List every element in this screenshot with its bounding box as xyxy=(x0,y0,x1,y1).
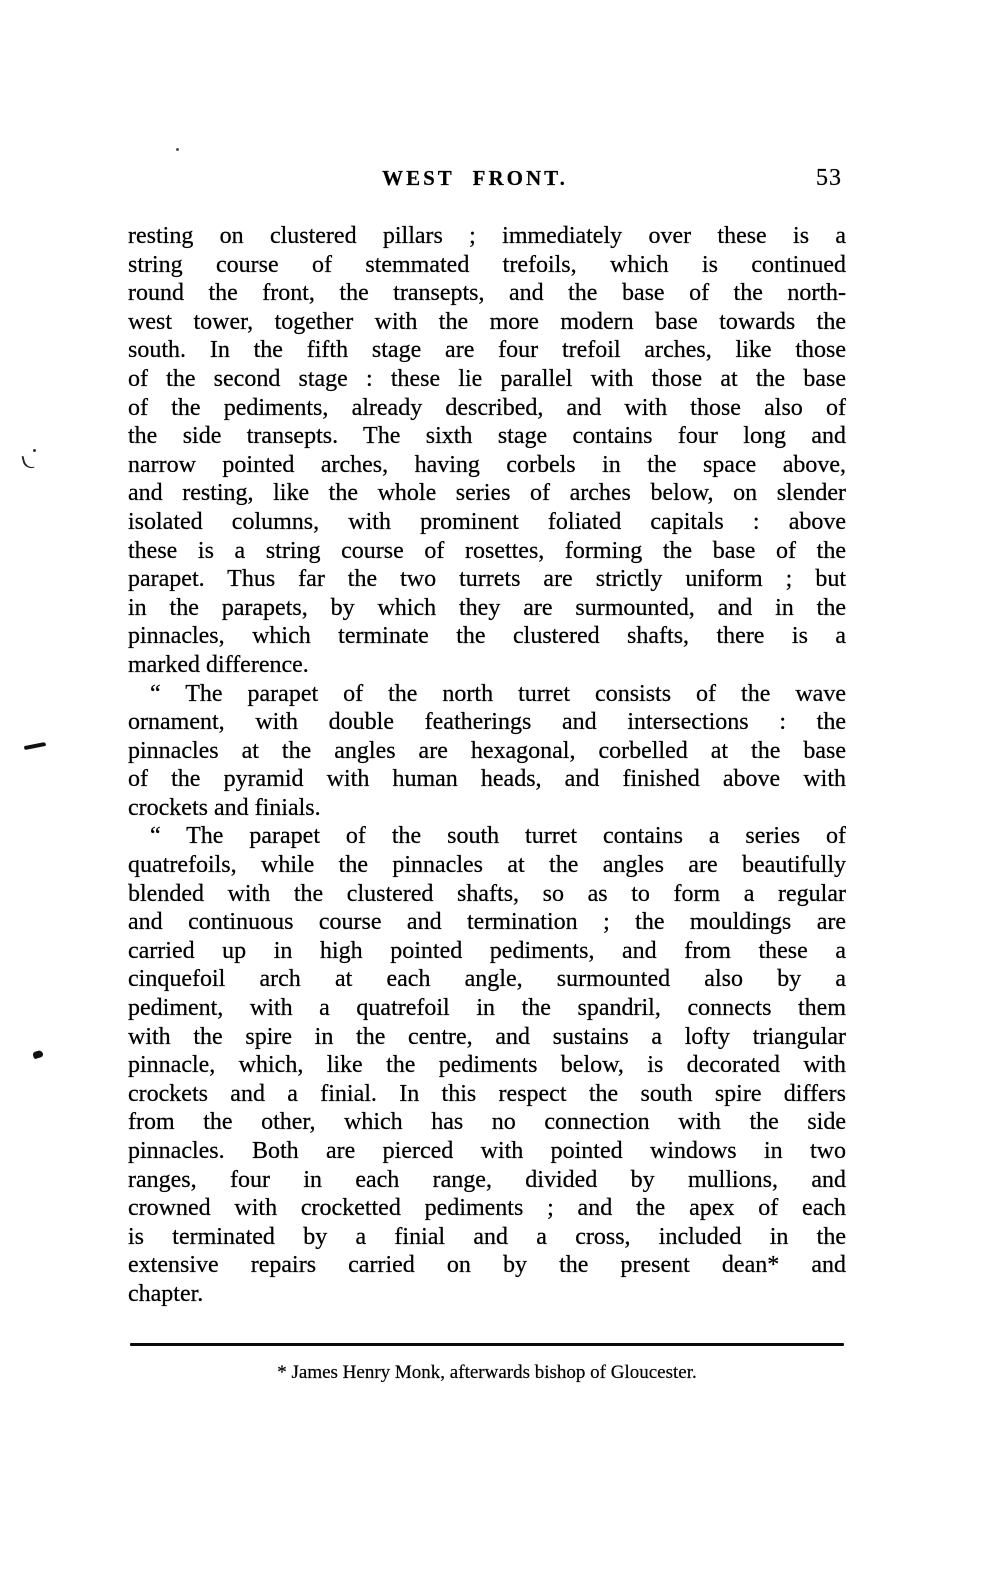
text-line: string course of stemmated trefoils, which is continued xyxy=(128,251,846,278)
text-line: these is a string course of rosettes, forming the base of the xyxy=(128,537,846,564)
text-line: round the front, the transepts, and the base of the north- xyxy=(128,280,846,307)
running-title: WEST FRONT. xyxy=(382,166,568,190)
text-line: in the parapets, by which they are surmounted, and in the xyxy=(128,594,846,621)
text-line: with the spire in the centre, and sustains a lofty triangular xyxy=(128,1023,846,1050)
text-line: from the other, which has no connection with the side xyxy=(128,1109,846,1136)
text-line: and continuous course and termination ; the mouldings are xyxy=(128,909,846,936)
text-line: “ The parapet of the north turret consists of the wave xyxy=(150,680,846,707)
text-line: quatrefoils, while the pinnacles at the angles are beautifully xyxy=(128,852,846,879)
text-line: pinnacles, which terminate the clustered shafts, there is a xyxy=(128,623,846,650)
ink-mark xyxy=(21,454,34,470)
text-line: pinnacles at the angles are hexagonal, corbelled at the base xyxy=(128,737,846,764)
running-head xyxy=(128,163,846,193)
text-line: crockets and a finial. In this respect the south spire differs xyxy=(128,1080,846,1107)
ink-mark xyxy=(24,742,46,750)
text-line: parapet. Thus far the two turrets are strictly uniform ; but xyxy=(128,566,846,593)
text-line: extensive repairs carried on by the present dean* and xyxy=(128,1252,846,1279)
text-line: resting on clustered pillars ; immediately over these is a xyxy=(128,223,846,249)
text-line: narrow pointed arches, having corbels in the space above, xyxy=(128,451,846,478)
text-line: chapter. xyxy=(128,1280,204,1307)
text-line: cinquefoil arch at each angle, surmounted also by a xyxy=(128,966,846,993)
footnote-rule xyxy=(130,1343,844,1346)
text-line: carried up in high pointed pediments, and from these a xyxy=(128,937,846,964)
ink-speck xyxy=(33,449,36,452)
ink-speck xyxy=(176,148,179,151)
ink-mark xyxy=(32,1050,44,1060)
text-line: marked difference. xyxy=(128,651,309,678)
text-line: crowned with crocketted pediments ; and the apex of each xyxy=(128,1195,846,1222)
text-line: pinnacle, which, like the pediments below, is decorated with xyxy=(128,1052,846,1079)
text-line: crockets and finials. xyxy=(128,794,321,821)
text-line: ornament, with double featherings and intersections : the xyxy=(128,709,846,736)
text-line: west tower, together with the more modern base towards the xyxy=(128,308,846,335)
text-line: blended with the clustered shafts, so as to form a regular xyxy=(128,880,846,907)
text-line: the side transepts. The sixth stage contains four long and xyxy=(128,423,846,450)
text-line: is terminated by a finial and a cross, included in the xyxy=(128,1223,846,1250)
text-line: of the pediments, already described, and with those also of xyxy=(128,394,846,421)
text-line: “ The parapet of the south turret contains a series of xyxy=(150,823,846,850)
page-number: 53 xyxy=(816,165,842,191)
text-line: of the pyramid with human heads, and finished above with xyxy=(128,766,846,793)
text-line: ranges, four in each range, divided by mullions, and xyxy=(128,1166,846,1193)
body-text xyxy=(128,222,846,1309)
text-line: pinnacles. Both are pierced with pointed windows in two xyxy=(128,1138,846,1164)
text-line: isolated columns, with prominent foliated capitals : above xyxy=(128,508,846,535)
text-line: south. In the fifth stage are four trefoil arches, like those xyxy=(128,337,846,364)
text-line: pediment, with a quatrefoil in the spandril, connects them xyxy=(128,995,846,1022)
text-line: of the second stage : these lie parallel with those at the base xyxy=(128,365,846,392)
footnote: * James Henry Monk, afterwards bishop of Gloucester. xyxy=(277,1362,697,1383)
text-line: and resting, like the whole series of arches below, on slender xyxy=(128,480,846,507)
